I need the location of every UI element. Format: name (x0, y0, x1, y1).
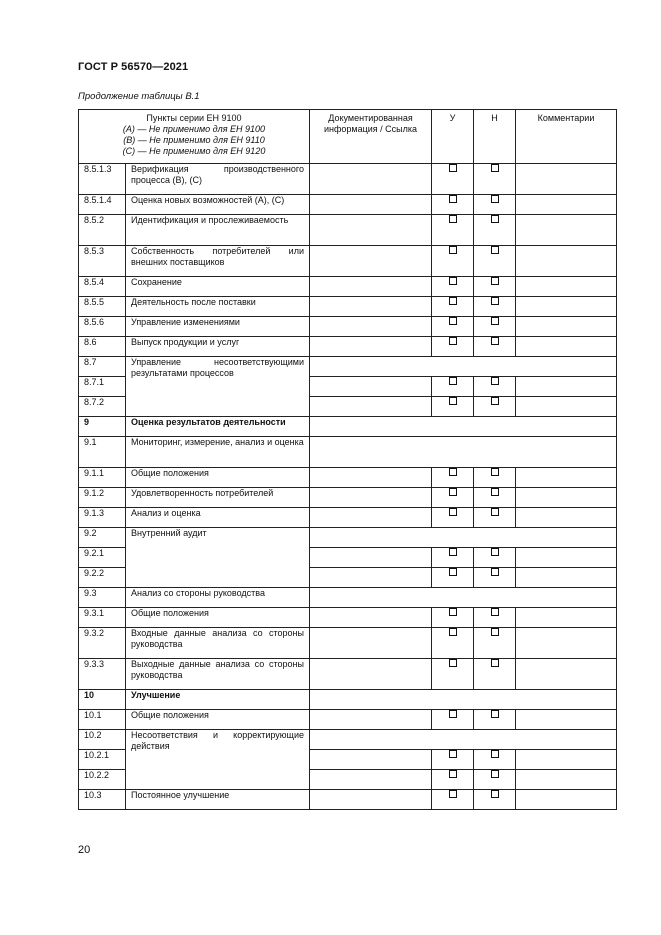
no-checkbox[interactable] (491, 568, 499, 576)
no-cell (474, 790, 516, 810)
comment-cell[interactable] (516, 246, 617, 277)
yes-checkbox[interactable] (449, 770, 457, 778)
clause-title: Оценка новых возможностей (А), (С) (126, 195, 310, 215)
clause-number: 9.3.3 (79, 659, 126, 690)
comment-cell[interactable] (516, 215, 617, 246)
no-cell (474, 628, 516, 659)
yes-cell (432, 397, 474, 417)
no-checkbox[interactable] (491, 628, 499, 636)
doc-info-cell[interactable] (310, 246, 432, 277)
clause-number: 9.1.2 (79, 488, 126, 508)
header-note-c: (С) — Не применимо для ЕН 9120 (122, 146, 266, 156)
merged-empty-cell (310, 690, 617, 710)
yes-checkbox[interactable] (449, 195, 457, 203)
header-yes: У (432, 110, 474, 164)
no-checkbox[interactable] (491, 337, 499, 345)
section-title: Оценка результатов деятельности (126, 417, 310, 437)
no-checkbox[interactable] (491, 246, 499, 254)
yes-cell (432, 568, 474, 588)
comment-cell[interactable] (516, 164, 617, 195)
comment-cell[interactable] (516, 397, 617, 417)
comment-cell[interactable] (516, 659, 617, 690)
table-row (79, 628, 617, 659)
table-row (79, 277, 617, 297)
doc-info-cell[interactable] (310, 195, 432, 215)
yes-cell (432, 317, 474, 337)
yes-checkbox[interactable] (449, 628, 457, 636)
yes-cell (432, 710, 474, 730)
yes-cell (432, 750, 474, 770)
no-cell (474, 277, 516, 297)
comment-cell[interactable] (516, 195, 617, 215)
yes-cell (432, 548, 474, 568)
table-row (79, 588, 617, 608)
merged-empty-cell (310, 528, 617, 548)
clause-number: 10.2.2 (79, 770, 126, 790)
no-cell (474, 468, 516, 488)
table-row (79, 790, 617, 810)
yes-cell (432, 277, 474, 297)
no-checkbox[interactable] (491, 659, 499, 667)
yes-checkbox[interactable] (449, 790, 457, 798)
clause-title: Сохранение (126, 277, 310, 297)
clause-number: 8.7.2 (79, 397, 126, 417)
clause-number: 9.2.1 (79, 548, 126, 568)
clause-title: Анализ и оценка (126, 508, 310, 528)
table-header-row (79, 110, 617, 164)
table-row (79, 608, 617, 628)
clause-title: Выпуск продукции и услуг (126, 337, 310, 357)
doc-info-cell[interactable] (310, 397, 432, 417)
comment-cell[interactable] (516, 568, 617, 588)
header-note-a: (А) — Не применимо для ЕН 9100 (122, 124, 266, 134)
header-no: Н (474, 110, 516, 164)
no-checkbox[interactable] (491, 317, 499, 325)
comment-cell[interactable] (516, 317, 617, 337)
yes-checkbox[interactable] (449, 568, 457, 576)
doc-info-cell[interactable] (310, 750, 432, 770)
clause-title: Выходные данные анализа со стороны руководства (126, 659, 310, 690)
doc-info-cell[interactable] (310, 790, 432, 810)
no-cell (474, 568, 516, 588)
clause-number: 8.5.5 (79, 297, 126, 317)
clause-title: Внутренний аудит (126, 528, 310, 588)
clause-title: Идентификация и прослеживаемость (126, 215, 310, 246)
no-cell (474, 195, 516, 215)
header-documented-info: Документированная информация / Ссылка (310, 110, 432, 164)
no-cell (474, 297, 516, 317)
no-cell (474, 488, 516, 508)
yes-checkbox[interactable] (449, 277, 457, 285)
comment-cell[interactable] (516, 508, 617, 528)
no-cell (474, 750, 516, 770)
doc-info-cell[interactable] (310, 468, 432, 488)
yes-cell (432, 790, 474, 810)
comment-cell[interactable] (516, 710, 617, 730)
clause-title: Деятельность после поставки (126, 297, 310, 317)
no-checkbox[interactable] (491, 377, 499, 385)
clause-number: 8.7 (79, 357, 126, 377)
clause-title: Входные данные анализа со стороны руководства (126, 628, 310, 659)
comment-cell[interactable] (516, 468, 617, 488)
yes-checkbox[interactable] (449, 659, 457, 667)
section-row (79, 690, 617, 710)
table-row (79, 195, 617, 215)
clause-number: 9.1.3 (79, 508, 126, 528)
clause-number: 8.6 (79, 337, 126, 357)
no-checkbox[interactable] (491, 164, 499, 172)
doc-info-cell[interactable] (310, 508, 432, 528)
yes-cell (432, 468, 474, 488)
clause-title: Собственность потребителей или внешних поставщиков (126, 246, 310, 277)
clause-number: 10.3 (79, 790, 126, 810)
doc-info-cell[interactable] (310, 337, 432, 357)
yes-checkbox[interactable] (449, 215, 457, 223)
section-row (79, 417, 617, 437)
yes-cell (432, 215, 474, 246)
yes-checkbox[interactable] (449, 397, 457, 405)
no-checkbox[interactable] (491, 468, 499, 476)
comment-cell[interactable] (516, 337, 617, 357)
no-cell (474, 397, 516, 417)
clause-title: Управление изменениями (126, 317, 310, 337)
clause-number: 9.2.2 (79, 568, 126, 588)
no-cell (474, 317, 516, 337)
doc-info-cell[interactable] (310, 488, 432, 508)
yes-checkbox[interactable] (449, 508, 457, 516)
doc-info-cell[interactable] (310, 659, 432, 690)
table-row (79, 215, 617, 246)
clause-title: Несоответствия и корректирующие действия (126, 730, 310, 790)
clause-number: 10.2 (79, 730, 126, 750)
no-checkbox[interactable] (491, 548, 499, 556)
no-checkbox[interactable] (491, 397, 499, 405)
no-cell (474, 337, 516, 357)
clause-title: Постоянное улучшение (126, 790, 310, 810)
yes-checkbox[interactable] (449, 468, 457, 476)
comment-cell[interactable] (516, 750, 617, 770)
clause-title: Анализ со стороны руководства (126, 588, 310, 608)
no-checkbox[interactable] (491, 297, 499, 305)
no-checkbox[interactable] (491, 608, 499, 616)
table-row (79, 730, 617, 750)
doc-info-cell[interactable] (310, 548, 432, 568)
clause-number: 9.2 (79, 528, 126, 548)
table-row (79, 659, 617, 690)
no-cell (474, 710, 516, 730)
clause-number: 9.1.1 (79, 468, 126, 488)
yes-checkbox[interactable] (449, 608, 457, 616)
no-cell (474, 608, 516, 628)
yes-cell (432, 195, 474, 215)
doc-info-cell[interactable] (310, 215, 432, 246)
table-row (79, 488, 617, 508)
yes-checkbox[interactable] (449, 164, 457, 172)
clause-number: 10.2.1 (79, 750, 126, 770)
yes-cell (432, 337, 474, 357)
clause-number: 9.3.1 (79, 608, 126, 628)
doc-info-cell[interactable] (310, 277, 432, 297)
table-row (79, 337, 617, 357)
no-checkbox[interactable] (491, 488, 499, 496)
no-checkbox[interactable] (491, 790, 499, 798)
clause-number: 8.5.2 (79, 215, 126, 246)
yes-cell (432, 164, 474, 195)
no-cell (474, 659, 516, 690)
clause-title: Верификация производственного процесса (В), (С) (126, 164, 310, 195)
yes-checkbox[interactable] (449, 548, 457, 556)
no-checkbox[interactable] (491, 508, 499, 516)
comment-cell[interactable] (516, 277, 617, 297)
no-checkbox[interactable] (491, 215, 499, 223)
table-caption: Продолжение таблицы В.1 (78, 91, 200, 102)
comment-cell[interactable] (516, 548, 617, 568)
document-title: ГОСТ Р 56570—2021 (78, 61, 189, 73)
table-row (79, 508, 617, 528)
checklist-table (78, 109, 617, 810)
yes-cell (432, 377, 474, 397)
yes-cell (432, 488, 474, 508)
no-cell (474, 377, 516, 397)
no-checkbox[interactable] (491, 277, 499, 285)
clause-number: 8.7.1 (79, 377, 126, 397)
yes-checkbox[interactable] (449, 337, 457, 345)
no-checkbox[interactable] (491, 770, 499, 778)
clause-title: Удовлетворенность потребителей (126, 488, 310, 508)
doc-info-cell[interactable] (310, 568, 432, 588)
yes-cell (432, 297, 474, 317)
comment-cell[interactable] (516, 488, 617, 508)
yes-cell (432, 628, 474, 659)
clause-title: Управление несоответствующими результатами процессов (126, 357, 310, 417)
table-row (79, 164, 617, 195)
comment-cell[interactable] (516, 377, 617, 397)
clause-title: Общие положения (126, 608, 310, 628)
yes-cell (432, 770, 474, 790)
comment-cell[interactable] (516, 770, 617, 790)
merged-empty-cell (310, 588, 617, 608)
table-row (79, 317, 617, 337)
no-cell (474, 164, 516, 195)
clause-number: 9.3.2 (79, 628, 126, 659)
no-checkbox[interactable] (491, 750, 499, 758)
no-cell (474, 215, 516, 246)
no-cell (474, 246, 516, 277)
table-row (79, 297, 617, 317)
header-comments: Комментарии (516, 110, 617, 164)
doc-info-cell[interactable] (310, 608, 432, 628)
yes-checkbox[interactable] (449, 750, 457, 758)
page-number: 20 (78, 844, 91, 856)
table-row (79, 246, 617, 277)
yes-checkbox[interactable] (449, 377, 457, 385)
comment-cell[interactable] (516, 790, 617, 810)
section-title: Улучшение (126, 690, 310, 710)
no-checkbox[interactable] (491, 195, 499, 203)
doc-info-cell[interactable] (310, 770, 432, 790)
clause-title: Мониторинг, измерение, анализ и оценка (126, 437, 310, 468)
comment-cell[interactable] (516, 628, 617, 659)
yes-cell (432, 246, 474, 277)
table-row (79, 357, 617, 377)
section-number: 9 (79, 417, 126, 437)
header-note-b: (В) — Не применимо для ЕН 9110 (123, 135, 265, 145)
clause-title: Общие положения (126, 468, 310, 488)
clause-number: 10.1 (79, 710, 126, 730)
merged-empty-cell (310, 417, 617, 437)
clause-number: 8.5.3 (79, 246, 126, 277)
comment-cell[interactable] (516, 297, 617, 317)
header-clauses (79, 110, 310, 164)
table-row (79, 468, 617, 488)
merged-empty-cell (310, 357, 617, 377)
clause-number: 8.5.1.4 (79, 195, 126, 215)
comment-cell[interactable] (516, 608, 617, 628)
clause-number: 9.1 (79, 437, 126, 468)
clause-number: 8.5.6 (79, 317, 126, 337)
table-row (79, 437, 617, 468)
clause-title: Общие положения (126, 710, 310, 730)
doc-info-cell[interactable] (310, 377, 432, 397)
doc-info-cell[interactable] (310, 628, 432, 659)
yes-checkbox[interactable] (449, 317, 457, 325)
header-clauses-title: Пункты серии ЕН 9100 (146, 113, 242, 123)
doc-info-cell[interactable] (310, 297, 432, 317)
no-cell (474, 508, 516, 528)
merged-empty-cell (310, 730, 617, 750)
doc-info-cell[interactable] (310, 164, 432, 195)
table-row (79, 710, 617, 730)
yes-checkbox[interactable] (449, 246, 457, 254)
doc-info-cell[interactable] (310, 710, 432, 730)
yes-cell (432, 608, 474, 628)
yes-cell (432, 659, 474, 690)
clause-number: 8.5.4 (79, 277, 126, 297)
yes-checkbox[interactable] (449, 488, 457, 496)
no-checkbox[interactable] (491, 710, 499, 718)
yes-checkbox[interactable] (449, 710, 457, 718)
clause-number: 9.3 (79, 588, 126, 608)
no-cell (474, 770, 516, 790)
doc-info-cell[interactable] (310, 317, 432, 337)
section-number: 10 (79, 690, 126, 710)
yes-cell (432, 508, 474, 528)
no-cell (474, 548, 516, 568)
merged-empty-cell (310, 437, 617, 468)
clause-number: 8.5.1.3 (79, 164, 126, 195)
table-row (79, 528, 617, 548)
yes-checkbox[interactable] (449, 297, 457, 305)
